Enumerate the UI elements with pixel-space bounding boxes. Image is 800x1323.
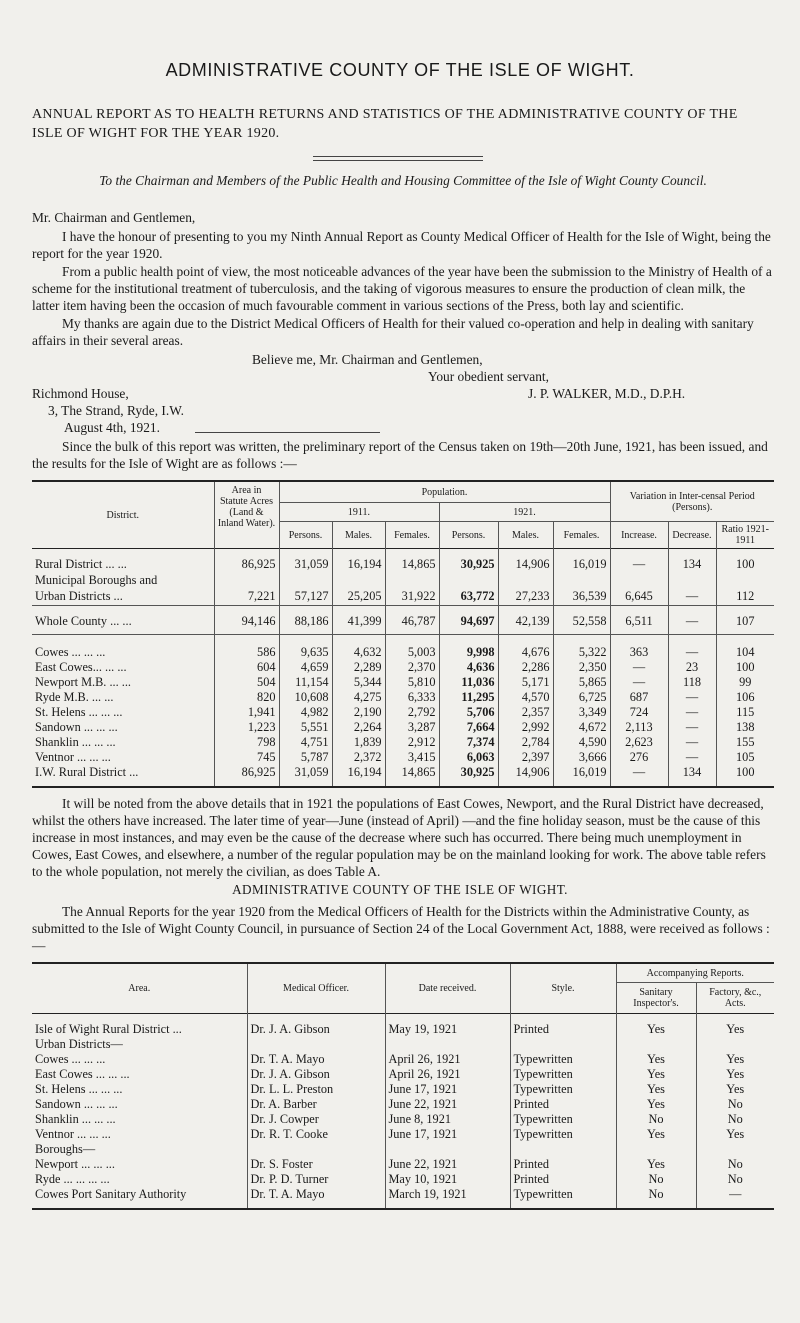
cell-m21: 2,784 [498,735,553,750]
cell-f21: 5,322 [553,635,610,661]
cell-p21: 5,706 [439,705,498,720]
table-row [32,1052,774,1067]
col-area: Area. [32,963,247,1014]
table-row [32,660,774,675]
table-row [32,720,774,735]
cell-style [510,1037,616,1052]
cell-p11: 57,127 [279,589,332,606]
cell-m21: 14,906 [498,549,553,574]
cell-m21: 27,233 [498,589,553,606]
cell-san: No [616,1187,696,1209]
table-row [32,635,774,661]
cell-f11: 46,787 [385,606,439,635]
address-line: Richmond House, [32,386,129,401]
cell-style: Printed [510,1014,616,1038]
col-area: Area in Statute Acres (Land & Inland Water). [214,481,279,549]
cell-dec: 134 [668,549,716,574]
col-population: Population. [279,481,610,503]
cell-area: Shanklin ... ... ... [32,1112,247,1127]
table-row [32,765,774,787]
col-females-1911: Females. [385,522,439,549]
cell-area: 86,925 [214,765,279,787]
cell-p11: 5,551 [279,720,332,735]
cell-dec: — [668,705,716,720]
cell-style: Typewritten [510,1112,616,1127]
cell-area: 94,146 [214,606,279,635]
cell-p11: 5,787 [279,750,332,765]
cell-p11: 31,059 [279,549,332,574]
cell-f21: 52,558 [553,606,610,635]
cell-name: Rural District ... ... [32,549,214,574]
cell-f11: 2,912 [385,735,439,750]
cell-area: 820 [214,690,279,705]
cell-ratio: 115 [736,705,755,719]
cell-san [616,1037,696,1052]
cell-dec: — [668,635,716,661]
divider [313,156,483,157]
cell-san: Yes [616,1097,696,1112]
col-variation: Variation in Inter-censal Period (Persons). [610,481,774,522]
cell-area: 7,221 [214,589,279,606]
cell-fac: Yes [726,1022,745,1036]
table-row [32,1112,774,1127]
cell-f21 [553,573,610,589]
cell-p11: 4,751 [279,735,332,750]
cell-ratio: 155 [736,735,755,749]
cell-officer [247,1142,385,1157]
cell-dec: — [668,735,716,750]
col-persons-1921: Persons. [439,522,498,549]
cell-p21: 30,925 [439,549,498,574]
cell-date: June 22, 1921 [385,1157,510,1172]
cell-officer [247,1037,385,1052]
col-ratio: Ratio 1921-1911 [721,524,769,546]
cell-f21: 2,350 [553,660,610,675]
cell-name: Shanklin ... ... ... [32,735,214,750]
cell-ratio: 107 [736,614,755,628]
cell-dec: — [668,589,716,606]
col-females-1921: Females. [553,522,610,549]
col-factory: Factory, &c., Acts. [709,987,762,1009]
cell-fac: No [727,1097,743,1111]
cell-m21: 5,171 [498,675,553,690]
table-row [32,589,774,606]
cell-f11: 6,333 [385,690,439,705]
cell-m11 [332,573,385,589]
cell-f11: 5,003 [385,635,439,661]
cell-fac: — [729,1187,742,1201]
cell-m11: 4,275 [332,690,385,705]
table-row [32,690,774,705]
cell-style: Typewritten [510,1127,616,1142]
col-decrease: Decrease. [668,522,716,549]
table-row [32,1067,774,1082]
salutation: Mr. Chairman and Gentlemen, [32,210,196,225]
cell-name: Municipal Boroughs and [32,573,214,589]
closing-2: Your obedient servant, [428,369,549,384]
cell-m11: 25,205 [332,589,385,606]
col-accompanying: Accompanying Reports. [616,963,774,983]
cell-officer: Dr. T. A. Mayo [247,1052,385,1067]
cell-area: 604 [214,660,279,675]
report-subtitle: ANNUAL REPORT AS TO HEALTH RETURNS AND STATISTICS OF THE ADMINISTRATIVE COUNTY OF THE ISLE OF WIGHT FOR THE YEAR 1920. [32,107,738,141]
cell-fac: Yes [726,1052,745,1066]
table-row [32,705,774,720]
table-row [32,1097,774,1112]
cell-f11: 2,792 [385,705,439,720]
cell-officer: Dr. J. A. Gibson [247,1067,385,1082]
cell-inc: — [610,549,668,574]
cell-f11: 14,865 [385,549,439,574]
cell-ratio: 99 [739,675,752,689]
col-persons-1911: Persons. [279,522,332,549]
cell-m21: 42,139 [498,606,553,635]
col-increase: Increase. [610,522,668,549]
col-males-1921: Males. [498,522,553,549]
cell-name: Sandown ... ... ... [32,720,214,735]
cell-m21: 2,397 [498,750,553,765]
cell-inc: — [610,660,668,675]
cell-m11: 41,399 [332,606,385,635]
paragraph-1: I have the honour of presenting to you my Ninth Annual Report as County Medical Officer of Health for the Isle of Wight, being the report for the year 1920. [32,229,771,261]
cell-area: 1,941 [214,705,279,720]
cell-inc: 2,623 [610,735,668,750]
cell-p11 [279,573,332,589]
cell-m11: 2,264 [332,720,385,735]
cell-f21: 4,590 [553,735,610,750]
cell-style: Typewritten [510,1082,616,1097]
cell-p21: 9,998 [439,635,498,661]
cell-p11: 4,659 [279,660,332,675]
cell-area: 745 [214,750,279,765]
cell-inc: — [610,765,668,787]
cell-f11 [385,573,439,589]
page-title: ADMINISTRATIVE COUNTY OF THE ISLE OF WIGHT. [165,60,635,80]
cell-ratio: 100 [736,557,755,571]
cell-p21: 6,063 [439,750,498,765]
cell-p21: 7,664 [439,720,498,735]
paragraph-2: From a public health point of view, the most noticeable advances of the year have been the submission to the Ministry of Health of a scheme for the institutional treatment of tuberculosis, and the taking of vigorous measures to ensure the production of clean milk, the latter item having been the occasion of much favourable comment in various sections of the Press, both lay and scientific. [32,264,772,313]
col-males-1911: Males. [332,522,385,549]
cell-m21 [498,573,553,589]
cell-fac: Yes [726,1127,745,1141]
cell-p21: 63,772 [439,589,498,606]
cell-m21: 2,286 [498,660,553,675]
cell-ratio: 100 [736,660,755,674]
cell-fac [696,1037,774,1052]
cell-style [510,1142,616,1157]
cell-name: Whole County ... ... [32,606,214,635]
cell-ratio: 105 [736,750,755,764]
table-row [32,1037,774,1052]
cell-san: Yes [616,1157,696,1172]
cell-p21: 11,036 [439,675,498,690]
cell-dec: — [668,720,716,735]
cell-date: April 26, 1921 [385,1052,510,1067]
cell-date: June 8, 1921 [385,1112,510,1127]
cell-inc: 6,645 [610,589,668,606]
cell-name: Ryde M.B. ... ... [32,690,214,705]
table-row [32,606,774,635]
cell-f21: 4,672 [553,720,610,735]
reports-table [32,962,774,1210]
cell-f11: 2,370 [385,660,439,675]
cell-style: Printed [510,1172,616,1187]
cell-fac: Yes [726,1082,745,1096]
cell-name: I.W. Rural District ... [32,765,214,787]
cell-dec: 23 [668,660,716,675]
cell-officer: Dr. S. Foster [247,1157,385,1172]
cell-san: Yes [616,1127,696,1142]
cell-p11: 10,608 [279,690,332,705]
cell-area: 1,223 [214,720,279,735]
cell-name: Cowes ... ... ... [32,635,214,661]
cell-inc: 276 [610,750,668,765]
cell-dec: 118 [668,675,716,690]
cell-area: 798 [214,735,279,750]
col-district: District. [32,481,214,549]
cell-m11: 5,344 [332,675,385,690]
cell-name: Urban Districts ... [32,589,214,606]
cell-area: Urban Districts— [32,1037,247,1052]
cell-date: March 19, 1921 [385,1187,510,1209]
cell-name: St. Helens ... ... ... [32,705,214,720]
cell-f11: 14,865 [385,765,439,787]
col-1921: 1921. [439,503,610,522]
cell-san [616,1142,696,1157]
cell-f21: 6,725 [553,690,610,705]
table-row [32,549,774,574]
cell-f21: 36,539 [553,589,610,606]
table-row [32,1157,774,1172]
cell-m11: 16,194 [332,549,385,574]
table-row [32,750,774,765]
cell-f11: 3,415 [385,750,439,765]
cell-area: East Cowes ... ... ... [32,1067,247,1082]
cell-style: Typewritten [510,1052,616,1067]
cell-m21: 4,676 [498,635,553,661]
cell-date [385,1142,510,1157]
cell-inc: 6,511 [610,606,668,635]
col-1911: 1911. [279,503,439,522]
section-2-title: ADMINISTRATIVE COUNTY OF THE ISLE OF WIGHT. [232,882,568,897]
census-table [32,480,774,788]
col-sanitary: Sanitary Inspector's. [616,983,696,1014]
cell-p21 [439,573,498,589]
cell-p21: 7,374 [439,735,498,750]
cell-area [214,573,279,589]
cell-dec: 134 [668,765,716,787]
address-line: August 4th, 1921. [64,420,160,435]
table-row [32,735,774,750]
cell-style: Typewritten [510,1187,616,1209]
cell-ratio: 100 [736,765,755,779]
cell-date: May 19, 1921 [385,1014,510,1038]
cell-p11: 11,154 [279,675,332,690]
table-row [32,1082,774,1097]
cell-name: Ventnor ... ... ... [32,750,214,765]
cell-date: April 26, 1921 [385,1067,510,1082]
cell-area: Isle of Wight Rural District ... [32,1014,247,1038]
cell-dec: — [668,690,716,705]
cell-area: St. Helens ... ... ... [32,1082,247,1097]
cell-inc: 363 [610,635,668,661]
cell-p11: 31,059 [279,765,332,787]
section-2-intro: The Annual Reports for the year 1920 from the Medical Officers of Health for the Districts within the Administrative County, as submitted to the Isle of Wight County Council, in pursuance of Section 24 of the Local Government Act, 1888, were received as follows :— [32,904,770,953]
divider [313,160,483,161]
cell-area: Newport ... ... ... [32,1157,247,1172]
cell-dec: — [668,606,716,635]
cell-san: Yes [616,1067,696,1082]
cell-area: Cowes Port Sanitary Authority [32,1187,247,1209]
cell-f21: 3,666 [553,750,610,765]
cell-san: Yes [616,1082,696,1097]
table-row [32,675,774,690]
cell-m11: 2,372 [332,750,385,765]
table-row [32,1172,774,1187]
address-line: 3, The Strand, Ryde, I.W. [48,403,184,418]
cell-area: Ryde ... ... ... ... [32,1172,247,1187]
cell-m21: 2,357 [498,705,553,720]
cell-f11: 3,287 [385,720,439,735]
cell-f21: 16,019 [553,549,610,574]
cell-officer: Dr. T. A. Mayo [247,1187,385,1209]
table-row [32,1014,774,1038]
cell-date [385,1037,510,1052]
cell-officer: Dr. J. A. Gibson [247,1014,385,1038]
col-date: Date received. [385,963,510,1014]
cell-fac: No [727,1112,743,1126]
cell-san: No [616,1112,696,1127]
cell-m11: 16,194 [332,765,385,787]
cell-p11: 9,635 [279,635,332,661]
cell-area: Sandown ... ... ... [32,1097,247,1112]
cell-m11: 2,289 [332,660,385,675]
cell-dec [668,573,716,589]
cell-f21: 16,019 [553,765,610,787]
cell-inc [610,573,668,589]
cell-name: Newport M.B. ... ... [32,675,214,690]
cell-inc: 724 [610,705,668,720]
cell-m11: 1,839 [332,735,385,750]
cell-ratio [716,573,774,589]
cell-fac: No [727,1172,743,1186]
cell-f21: 5,865 [553,675,610,690]
cell-style: Printed [510,1157,616,1172]
cell-area: Cowes ... ... ... [32,1052,247,1067]
cell-area: 586 [214,635,279,661]
cell-dec: — [668,750,716,765]
cell-inc: — [610,675,668,690]
cell-fac: Yes [726,1067,745,1081]
cell-ratio: 104 [736,645,755,659]
cell-date: May 10, 1921 [385,1172,510,1187]
table-row [32,573,774,589]
cell-date: June 22, 1921 [385,1097,510,1112]
cell-p11: 4,982 [279,705,332,720]
cell-p21: 11,295 [439,690,498,705]
cell-p21: 4,636 [439,660,498,675]
table-row [32,1142,774,1157]
cell-inc: 2,113 [610,720,668,735]
table-row [32,1127,774,1142]
cell-m11: 4,632 [332,635,385,661]
cell-area: Boroughs— [32,1142,247,1157]
cell-fac: No [727,1157,743,1171]
divider [195,432,380,433]
cell-inc: 687 [610,690,668,705]
cell-officer: Dr. A. Barber [247,1097,385,1112]
cell-officer: Dr. P. D. Turner [247,1172,385,1187]
cell-fac [696,1142,774,1157]
paragraph-3: My thanks are again due to the District Medical Officers of Health for their valued co-operation and help in dealing with sanitary affairs in their several areas. [32,316,754,348]
cell-date: June 17, 1921 [385,1127,510,1142]
cell-officer: Dr. R. T. Cooke [247,1127,385,1142]
cell-p21: 30,925 [439,765,498,787]
cell-name: East Cowes... ... ... [32,660,214,675]
cell-ratio: 112 [736,589,755,603]
cell-date: June 17, 1921 [385,1082,510,1097]
cell-f11: 31,922 [385,589,439,606]
col-style: Style. [510,963,616,1014]
cell-ratio: 138 [736,720,755,734]
cell-m21: 2,992 [498,720,553,735]
cell-m21: 4,570 [498,690,553,705]
cell-m11: 2,190 [332,705,385,720]
cell-ratio: 106 [736,690,755,704]
cell-san: No [616,1172,696,1187]
cell-style: Printed [510,1097,616,1112]
address-to: To the Chairman and Members of the Public Health and Housing Committee of the Isle of Wight County Council. [99,173,707,188]
closing: Believe me, Mr. Chairman and Gentlemen, [252,352,483,367]
col-officer: Medical Officer. [247,963,385,1014]
table-row [32,1187,774,1209]
census-intro: Since the bulk of this report was written, the preliminary report of the Census taken on 19th—20th June, 1921, has been issued, and the results for the Isle of Wight are as follows :— [32,439,768,471]
cell-f21: 3,349 [553,705,610,720]
signature: J. P. WALKER, M.D., D.P.H. [528,386,686,401]
cell-f11: 5,810 [385,675,439,690]
census-note: It will be noted from the above details that in 1921 the populations of East Cowes, Newport, and the Rural District have decreased, whilst the others have increased. The later time of year—June (instead of April) —and the fine holiday season, must be the cause of this increase in most instances, and may even be the cause of the decrease where such has occurred. There being much unemployment in Cowes, East Cowes, and elsewhere, a number of the regular population may be on the mainland looking for work. The above table refers to the whole population, not merely the civilian, as does Table A. [32,796,766,879]
cell-area: Ventnor ... ... ... [32,1127,247,1142]
cell-style: Typewritten [510,1067,616,1082]
cell-officer: Dr. J. Cowper [247,1112,385,1127]
cell-area: 504 [214,675,279,690]
cell-m21: 14,906 [498,765,553,787]
cell-san: Yes [616,1014,696,1038]
cell-san: Yes [616,1052,696,1067]
cell-p11: 88,186 [279,606,332,635]
cell-area: 86,925 [214,549,279,574]
cell-officer: Dr. L. L. Preston [247,1082,385,1097]
cell-p21: 94,697 [439,606,498,635]
